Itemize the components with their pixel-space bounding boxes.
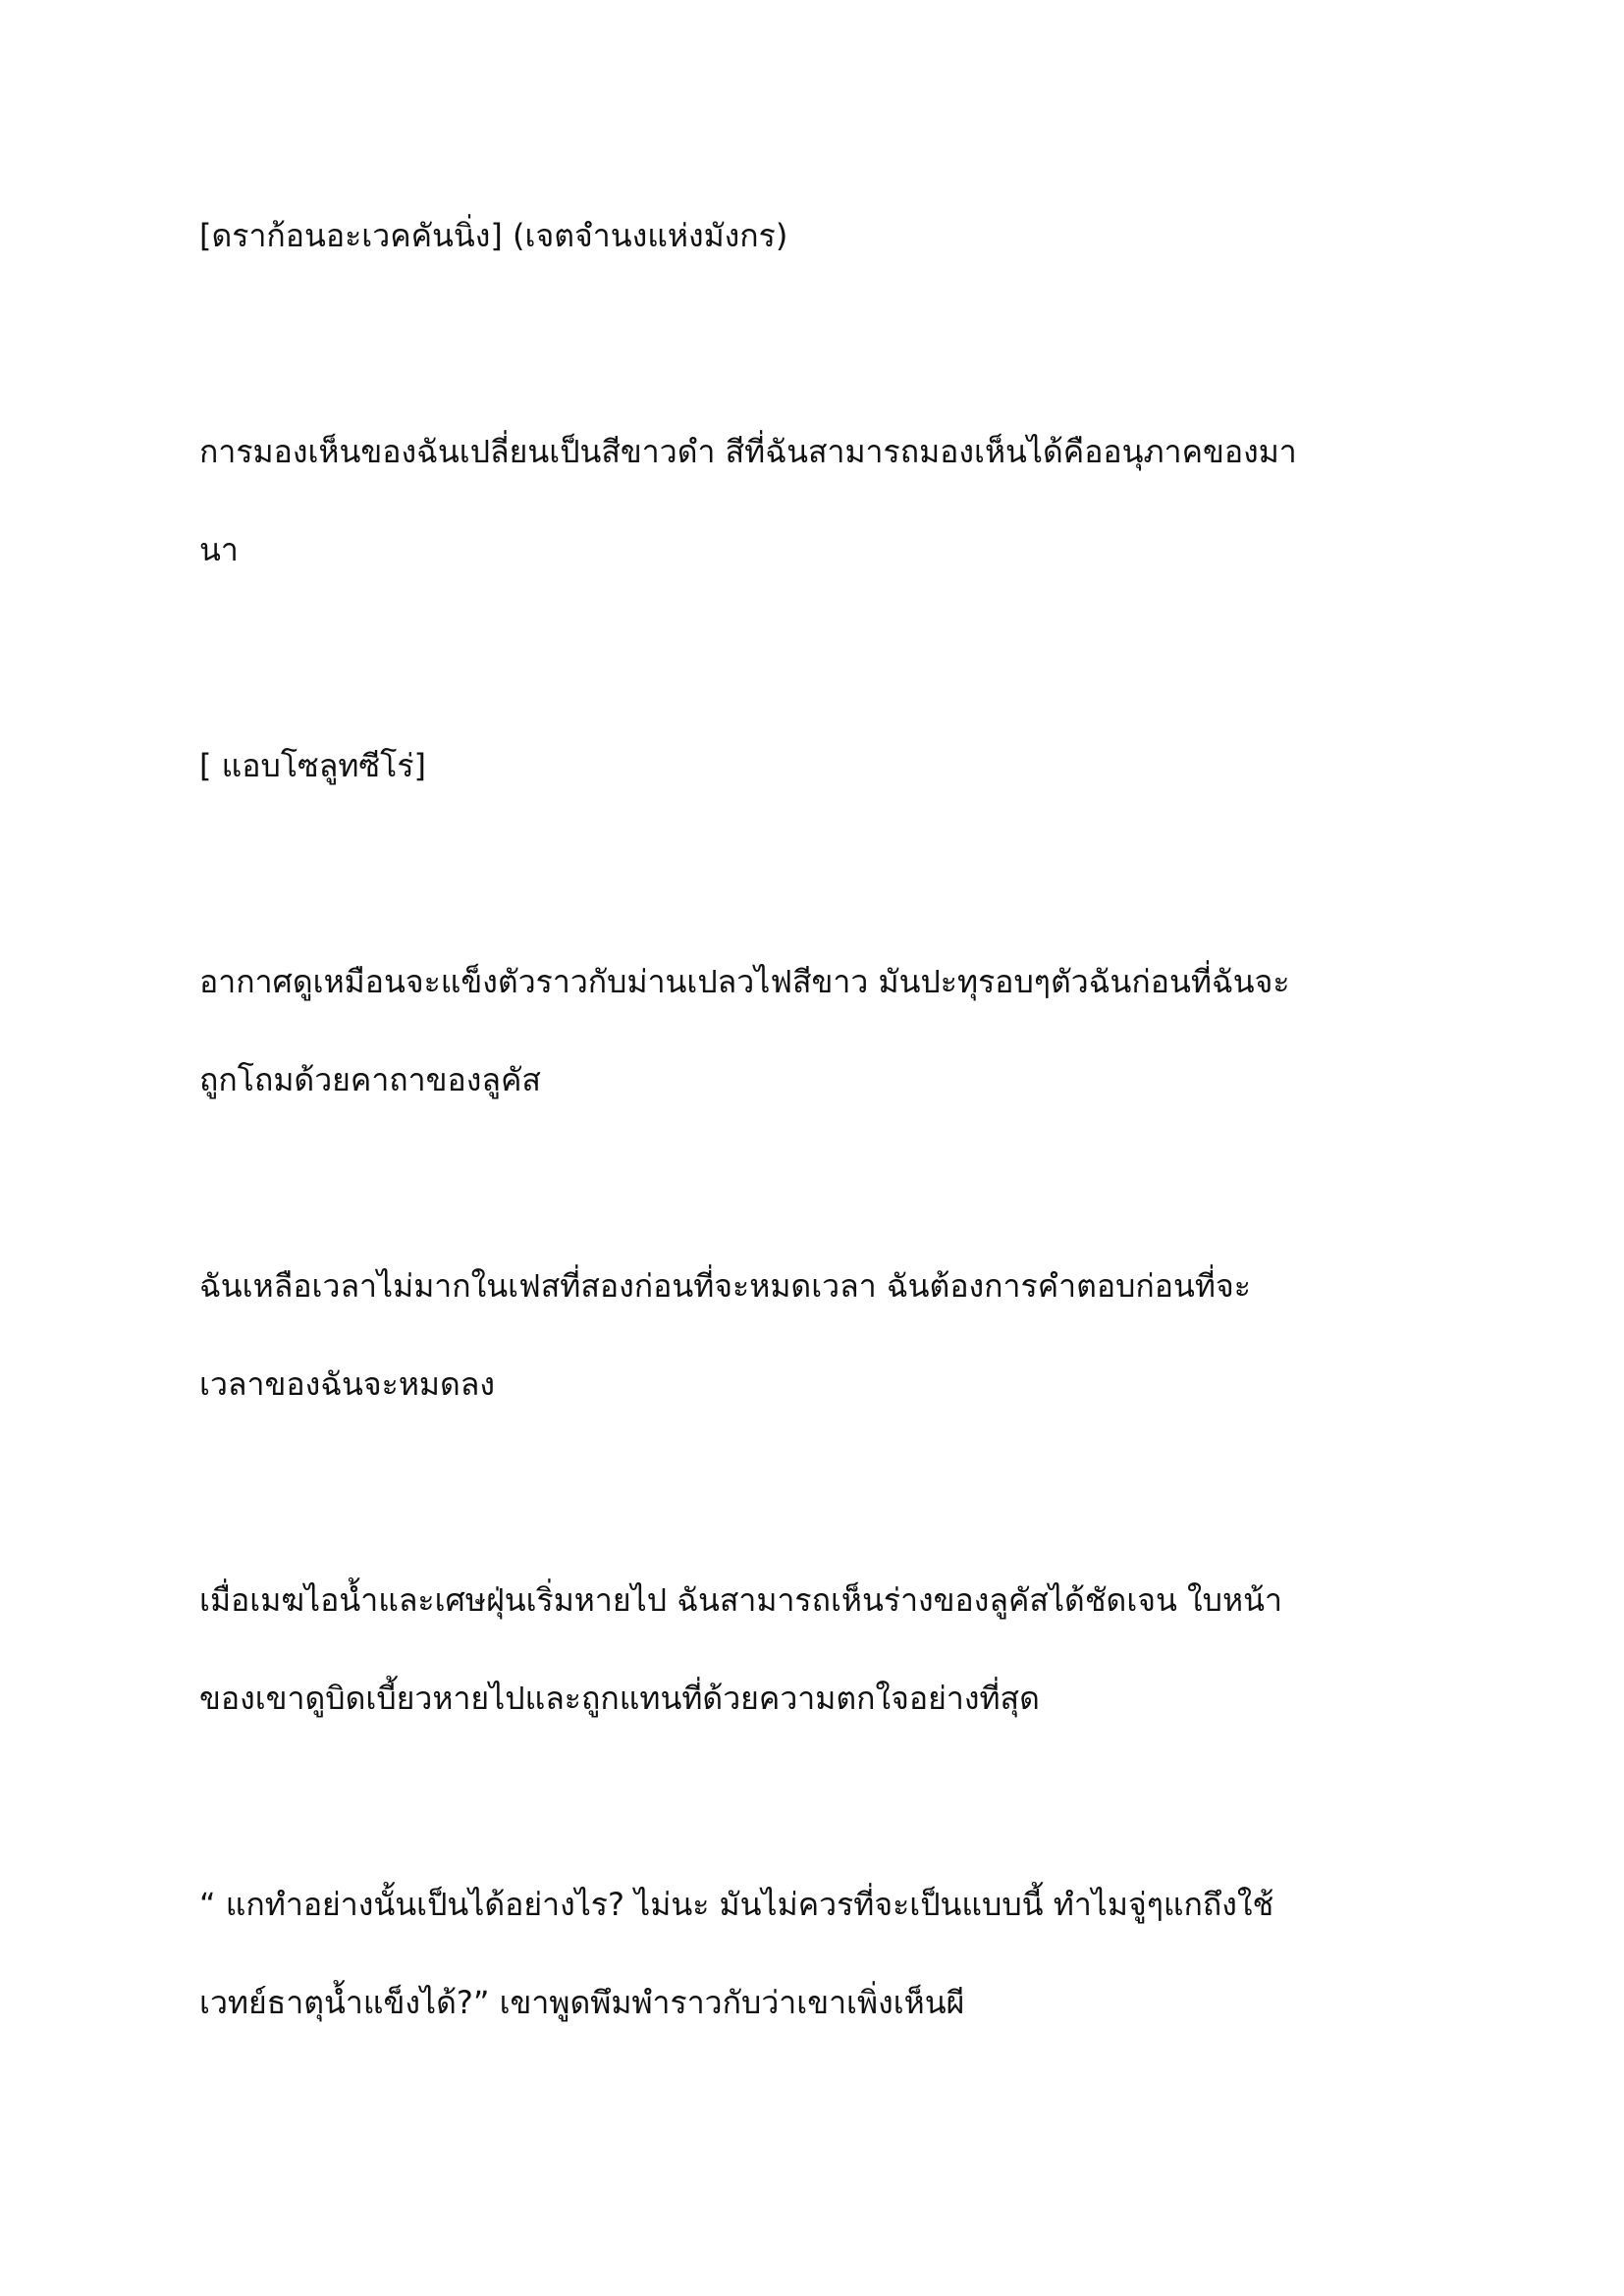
text-line: “ แกทำอย่างนั้นเป็นได้อย่างไร? ไม่นะ มันไม่ควรที่จะเป็นแบบนี้ ทำไมจู่ๆแกถึงใช้ bbox=[199, 1886, 1274, 1923]
paragraph-vision bbox=[199, 402, 1436, 599]
text-line: [ แอบโซลูทซีโร่] bbox=[199, 747, 426, 784]
paragraph-frozen-air bbox=[199, 933, 1436, 1129]
paragraph-dialogue bbox=[199, 1855, 1436, 2052]
text-line: เวทย์ธาตุน้ำแข็งได้?” เขาพูดพึมพำราวกับว่าเขาเพิ่งเห็นผี bbox=[199, 1984, 965, 2021]
text-line: การมองเห็นของฉันเปลี่ยนเป็นสีขาวดำ สีที่ฉันสามารถมองเห็นได้คืออนุภาคของมา bbox=[199, 433, 1297, 470]
text-line: ฉันเหลือเวลาไม่มากในเฟสที่สองก่อนที่จะหมดเวลา ฉันต้องการคำตอบก่อนที่จะ bbox=[199, 1267, 1251, 1305]
text-line: ถูกโถมด้วยคาถาของลูคัส bbox=[199, 1061, 541, 1098]
paragraph-spell-name bbox=[199, 717, 1436, 815]
paragraph-time-left bbox=[199, 1237, 1436, 1433]
text-line: เวลาของฉันจะหมดลง bbox=[199, 1365, 496, 1403]
text-line: อากาศดูเหมือนจะแข็งตัวราวกับม่านเปลวไฟสีขาว มันปะทุรอบๆตัวฉันก่อนที่ฉันจะ bbox=[199, 963, 1290, 1000]
text-line: ของเขาดูบิดเบี้ยวหายไปและถูกแทนที่ด้วยความตกใจอย่างที่สุด bbox=[199, 1680, 1040, 1717]
text-line: นา bbox=[199, 531, 239, 568]
paragraph-skill-name bbox=[199, 187, 1436, 285]
paragraph-lucas-appears bbox=[199, 1551, 1436, 1747]
text-line: [ดราก้อนอะเวคคันนิ่ง] (เจตจำนงแห่งมังกร) bbox=[199, 217, 788, 254]
text-line: เมื่อเมฆไอน้ำและเศษฝุ่นเริ่มหายไป ฉันสามารถเห็นร่างของลูคัสได้ชัดเจน ใบหน้า bbox=[199, 1581, 1282, 1619]
